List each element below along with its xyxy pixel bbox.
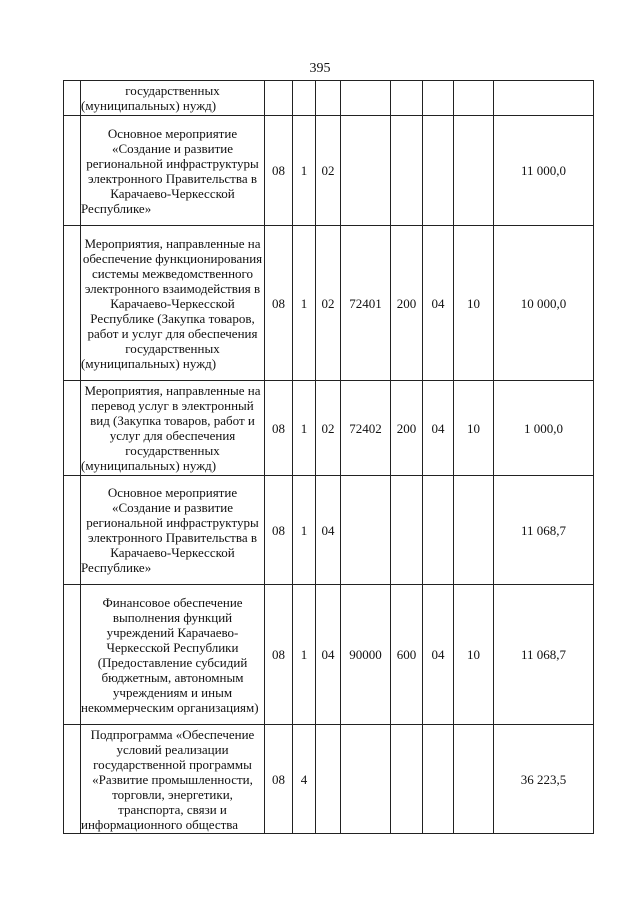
- code-cell: [391, 116, 423, 226]
- code-cell: 1: [293, 226, 316, 381]
- code-cell: 04: [423, 585, 454, 725]
- row-description: Мероприятия, направленные на обеспечение функционирования системы межведомственного электронного взаимодействия в Карачаево-Черкесской Республике (Закупка товаров, работ и услуг для обеспечения государственных (муниципальных) нужд): [81, 226, 265, 381]
- code-cell: 02: [316, 226, 341, 381]
- table-row: [64, 81, 594, 116]
- amount-cell: 11 000,0: [494, 116, 594, 226]
- blank-cell: [64, 381, 81, 476]
- code-cell: [454, 116, 494, 226]
- code-cell: 02: [316, 116, 341, 226]
- code-cell: 10: [454, 585, 494, 725]
- amount-cell: 10 000,0: [494, 226, 594, 381]
- page-number: 395: [309, 61, 331, 76]
- table-row: [64, 116, 594, 226]
- code-cell: [293, 81, 316, 116]
- code-cell: 4: [293, 725, 316, 834]
- code-cell: 04: [316, 585, 341, 725]
- code-cell: [391, 81, 423, 116]
- row-description: Подпрограмма «Обеспечение условий реализации государственной программы «Развитие промышленности, торговли, энергетики, транспорта, связи и информационного общества: [81, 725, 265, 834]
- code-cell: 10: [454, 381, 494, 476]
- code-cell: 200: [391, 381, 423, 476]
- code-cell: 08: [265, 585, 293, 725]
- code-cell: [316, 81, 341, 116]
- code-cell: [341, 116, 391, 226]
- blank-cell: [64, 81, 81, 116]
- blank-cell: [64, 476, 81, 585]
- code-cell: 02: [316, 381, 341, 476]
- code-cell: [454, 81, 494, 116]
- code-cell: 1: [293, 381, 316, 476]
- code-cell: 08: [265, 476, 293, 585]
- table-row: [64, 476, 594, 585]
- code-cell: 72402: [341, 381, 391, 476]
- code-cell: [454, 476, 494, 585]
- amount-cell: [494, 81, 594, 116]
- amount-cell: 36 223,5: [494, 725, 594, 834]
- code-cell: [423, 725, 454, 834]
- amount-cell: 11 068,7: [494, 476, 594, 585]
- code-cell: 1: [293, 476, 316, 585]
- code-cell: 04: [423, 226, 454, 381]
- code-cell: 1: [293, 585, 316, 725]
- code-cell: 600: [391, 585, 423, 725]
- table-row: [64, 226, 594, 381]
- table-row: [64, 725, 594, 834]
- table-row: [64, 381, 594, 476]
- table-row: [64, 585, 594, 725]
- code-cell: [423, 476, 454, 585]
- code-cell: [454, 725, 494, 834]
- code-cell: 08: [265, 381, 293, 476]
- code-cell: 04: [316, 476, 341, 585]
- amount-cell: 1 000,0: [494, 381, 594, 476]
- code-cell: 1: [293, 116, 316, 226]
- code-cell: [423, 116, 454, 226]
- blank-cell: [64, 116, 81, 226]
- code-cell: [316, 725, 341, 834]
- code-cell: 90000: [341, 585, 391, 725]
- code-cell: [391, 725, 423, 834]
- blank-cell: [64, 226, 81, 381]
- code-cell: [341, 81, 391, 116]
- code-cell: [341, 725, 391, 834]
- row-description: государственных (муниципальных) нужд): [81, 81, 265, 116]
- code-cell: [265, 81, 293, 116]
- budget-table: [63, 80, 594, 834]
- code-cell: [341, 476, 391, 585]
- amount-cell: 11 068,7: [494, 585, 594, 725]
- code-cell: [391, 476, 423, 585]
- code-cell: 04: [423, 381, 454, 476]
- code-cell: 08: [265, 226, 293, 381]
- code-cell: 72401: [341, 226, 391, 381]
- row-description: Основное мероприятие «Создание и развитие региональной инфраструктуры электронного Правительства в Карачаево-Черкесской Республике»: [81, 476, 265, 585]
- row-description: Мероприятия, направленные на перевод услуг в электронный вид (Закупка товаров, работ и услуг для обеспечения государственных (муниципальных) нужд): [81, 381, 265, 476]
- code-cell: 10: [454, 226, 494, 381]
- blank-cell: [64, 585, 81, 725]
- row-description: Финансовое обеспечение выполнения функций учреждений Карачаево-Черкесской Республики (Предоставление субсидий бюджетным, автономным учреждениям и иным некоммерческим организациям): [81, 585, 265, 725]
- code-cell: 200: [391, 226, 423, 381]
- code-cell: 08: [265, 725, 293, 834]
- code-cell: [423, 81, 454, 116]
- row-description: Основное мероприятие «Создание и развитие региональной инфраструктуры электронного Правительства в Карачаево-Черкесской Республике»: [81, 116, 265, 226]
- code-cell: 08: [265, 116, 293, 226]
- blank-cell: [64, 725, 81, 834]
